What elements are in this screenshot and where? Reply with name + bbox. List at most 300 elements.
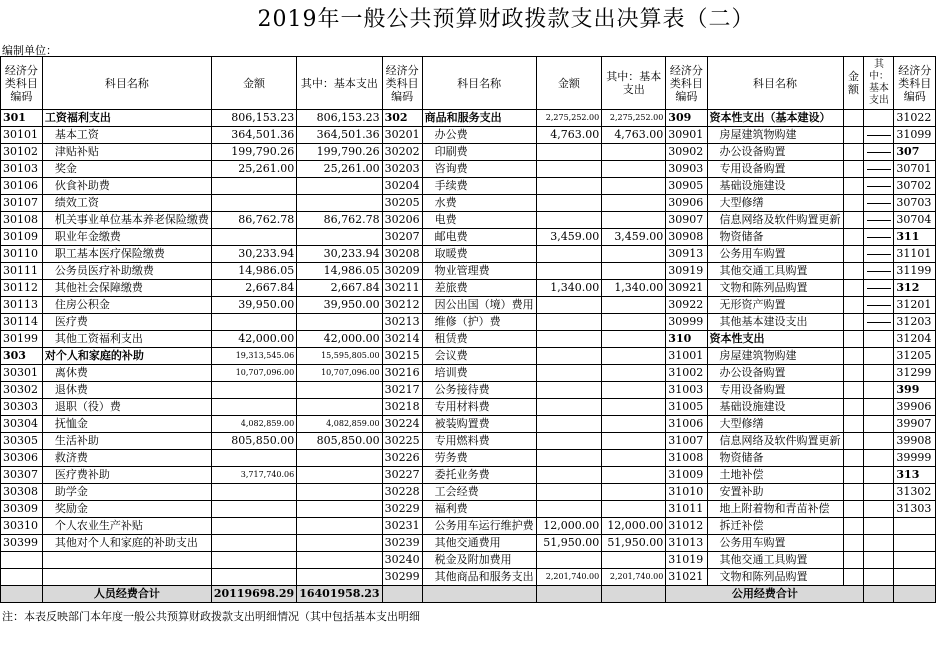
cell-amount [211, 484, 296, 501]
cell-name: 奖金 [42, 161, 211, 178]
cell-name: 职工基本医疗保险缴费 [42, 246, 211, 263]
cell-basic: 10,707,096.00 [297, 365, 382, 382]
dash-mark [867, 135, 891, 136]
cell-name: 机关事业单位基本养老保险缴费 [42, 212, 211, 229]
cell-name: 退休费 [42, 382, 211, 399]
cell-code: 31003 [666, 382, 707, 399]
cell-code: 30111 [1, 263, 43, 280]
cell-code: 30309 [1, 501, 43, 518]
cell-basic: 199,790.26 [297, 144, 382, 161]
cell-basic [864, 246, 894, 263]
cell-name: 奖励金 [42, 501, 211, 518]
dash-mark [867, 288, 891, 289]
cell-code: 30102 [1, 144, 43, 161]
cell-name: 地上附着物和青苗补偿 [707, 501, 843, 518]
cell-name: 工会经费 [422, 484, 536, 501]
cell-code: 30704 [894, 212, 936, 229]
cell-amount [536, 178, 602, 195]
cell-code: 30225 [382, 433, 422, 450]
cell-basic [297, 552, 382, 569]
cell-code: 31009 [666, 467, 707, 484]
cell-amount [536, 450, 602, 467]
cell-basic [602, 195, 666, 212]
cell-name: 大型修缮 [707, 416, 843, 433]
cell-basic [297, 178, 382, 195]
cell-amount [843, 365, 864, 382]
cell-code: 30214 [382, 331, 422, 348]
cell-name: 文物和陈列品购置 [707, 569, 843, 586]
cell-name: 其他商品和服务支出 [422, 569, 536, 586]
cell-code: 30203 [382, 161, 422, 178]
cell-amount: 3,717,740.06 [211, 467, 296, 484]
cell-code: 30112 [1, 280, 43, 297]
cell-code: 30922 [666, 297, 707, 314]
header-basic: 其中：基本支出 [297, 57, 382, 110]
cell-name: 信息网络及软件购置更新 [707, 433, 843, 450]
cell-basic [602, 450, 666, 467]
cell-name [42, 552, 211, 569]
cell-amount: 2,201,740.00 [536, 569, 602, 586]
table-row [1, 467, 936, 484]
table-row [1, 501, 936, 518]
cell-code: 31007 [666, 433, 707, 450]
cell-name: 公务用车运行维护费 [422, 518, 536, 535]
cell-basic [864, 416, 894, 433]
cell-code: 30231 [382, 518, 422, 535]
cell-basic [297, 518, 382, 535]
cell-amount [536, 212, 602, 229]
cell-basic [864, 484, 894, 501]
cell-amount [536, 399, 602, 416]
cell-code: 31012 [666, 518, 707, 535]
cell-amount [536, 144, 602, 161]
cell-name: 办公设备购置 [707, 365, 843, 382]
cell-code: 31005 [666, 399, 707, 416]
table-row [1, 212, 936, 229]
cell-name: 离休费 [42, 365, 211, 382]
cell-basic [297, 195, 382, 212]
cell-basic [297, 501, 382, 518]
cell-code: 30999 [666, 314, 707, 331]
cell-amount [843, 331, 864, 348]
cell-basic [602, 484, 666, 501]
table-row [1, 552, 936, 569]
cell-name: 退职（役）费 [42, 399, 211, 416]
cell-amount [536, 365, 602, 382]
expenditure-table [0, 56, 936, 603]
table-row [1, 144, 936, 161]
cell-amount [211, 382, 296, 399]
cell-basic [297, 535, 382, 552]
cell-name: 公务用车购置 [707, 535, 843, 552]
cell-name: 信息网络及软件购置更新 [707, 212, 843, 229]
cell-basic [297, 399, 382, 416]
personnel-total-basic: 16401958.23 [297, 586, 382, 603]
cell-amount [536, 314, 602, 331]
cell-basic [864, 314, 894, 331]
cell-amount: 86,762.78 [211, 212, 296, 229]
cell-name: 税金及附加费用 [422, 552, 536, 569]
cell-amount [536, 348, 602, 365]
cell-amount [536, 263, 602, 280]
cell-basic [864, 178, 894, 195]
cell-name: 大型修缮 [707, 195, 843, 212]
cell-code: 30103 [1, 161, 43, 178]
cell-basic [602, 246, 666, 263]
cell-name: 津贴补贴 [42, 144, 211, 161]
cell-amount [536, 467, 602, 484]
table-row [1, 484, 936, 501]
cell-name: 其他基本建设支出 [707, 314, 843, 331]
totals-row [1, 586, 936, 603]
cell-amount [843, 433, 864, 450]
cell-amount [843, 127, 864, 144]
cell-basic [864, 263, 894, 280]
cell-code: 30301 [1, 365, 43, 382]
table-row [1, 161, 936, 178]
cell-name: 劳务费 [422, 450, 536, 467]
cell-name: 其他对个人和家庭的补助支出 [42, 535, 211, 552]
cell-code: 312 [894, 280, 936, 297]
cell-basic: 2,275,252.00 [602, 110, 666, 127]
cell-code: 31204 [894, 331, 936, 348]
cell-code: 301 [1, 110, 43, 127]
cell-amount [211, 518, 296, 535]
cell-code: 31203 [894, 314, 936, 331]
table-row [1, 569, 936, 586]
cell-amount [843, 467, 864, 484]
cell-basic [602, 297, 666, 314]
cell-name: 因公出国（境）费用 [422, 297, 536, 314]
cell-basic: 15,595,805.00 [297, 348, 382, 365]
cell-name: 专用燃料费 [422, 433, 536, 450]
cell-code: 31303 [894, 501, 936, 518]
cell-code: 399 [894, 382, 936, 399]
cell-code: 30199 [1, 331, 43, 348]
cell-code: 30101 [1, 127, 43, 144]
cell-name: 其他交通费用 [422, 535, 536, 552]
cell-name: 资本性支出（基本建设） [707, 110, 843, 127]
cell-code: 30218 [382, 399, 422, 416]
cell-name: 基础设施建设 [707, 178, 843, 195]
cell-code: 30204 [382, 178, 422, 195]
cell-code: 30240 [382, 552, 422, 569]
cell-name: 商品和服务支出 [422, 110, 536, 127]
cell-name: 其他交通工具购置 [707, 263, 843, 280]
cell-name: 其他工资福利支出 [42, 331, 211, 348]
cell-code: 30304 [1, 416, 43, 433]
cell-basic [602, 433, 666, 450]
cell-code: 302 [382, 110, 422, 127]
cell-basic: 2,667.84 [297, 280, 382, 297]
cell-name: 绩效工资 [42, 195, 211, 212]
cell-code: 30201 [382, 127, 422, 144]
cell-amount [536, 161, 602, 178]
public-total-label: 公用经费合计 [666, 586, 864, 603]
cell-amount [843, 569, 864, 586]
table-row [1, 297, 936, 314]
cell-basic: 30,233.94 [297, 246, 382, 263]
cell-code: 303 [1, 348, 43, 365]
cell-amount [536, 331, 602, 348]
table-row [1, 178, 936, 195]
cell-code: 30919 [666, 263, 707, 280]
cell-basic: 2,201,740.00 [602, 569, 666, 586]
cell-code: 31008 [666, 450, 707, 467]
cell-basic [864, 569, 894, 586]
cell-amount [843, 212, 864, 229]
cell-name: 拆迁补偿 [707, 518, 843, 535]
cell-name: 培训费 [422, 365, 536, 382]
cell-basic [864, 229, 894, 246]
cell-amount: 39,950.00 [211, 297, 296, 314]
cell-code: 30216 [382, 365, 422, 382]
dash-mark [867, 186, 891, 187]
cell-code: 30302 [1, 382, 43, 399]
cell-code: 39999 [894, 450, 936, 467]
cell-basic: 1,340.00 [602, 280, 666, 297]
cell-code: 30907 [666, 212, 707, 229]
cell-name: 基础设施建设 [707, 399, 843, 416]
cell-code: 30921 [666, 280, 707, 297]
cell-amount: 3,459.00 [536, 229, 602, 246]
cell-name: 印刷费 [422, 144, 536, 161]
cell-amount [536, 382, 602, 399]
cell-name: 救济费 [42, 450, 211, 467]
cell-code: 30211 [382, 280, 422, 297]
cell-code: 31002 [666, 365, 707, 382]
cell-code: 30902 [666, 144, 707, 161]
cell-amount: 25,261.00 [211, 161, 296, 178]
cell-amount [211, 552, 296, 569]
table-row [1, 535, 936, 552]
cell-name: 专用设备购置 [707, 382, 843, 399]
cell-code: 30702 [894, 178, 936, 195]
cell-code: 39906 [894, 399, 936, 416]
dash-mark [867, 220, 891, 221]
cell-basic [864, 297, 894, 314]
cell-name: 手续费 [422, 178, 536, 195]
header-code: 经济分类科目编码 [666, 57, 707, 110]
cell-code [1, 552, 43, 569]
cell-code: 313 [894, 467, 936, 484]
cell-code: 30208 [382, 246, 422, 263]
cell-name: 物资储备 [707, 450, 843, 467]
table-row [1, 433, 936, 450]
cell-amount [536, 297, 602, 314]
cell-amount [843, 161, 864, 178]
header-basic: 其中：基本支出 [602, 57, 666, 110]
personnel-total-label: 人员经费合计 [42, 586, 211, 603]
cell-amount [536, 433, 602, 450]
cell-amount [211, 229, 296, 246]
cell-name: 维修（护）费 [422, 314, 536, 331]
cell-basic [602, 382, 666, 399]
cell-amount [843, 348, 864, 365]
cell-code: 30226 [382, 450, 422, 467]
cell-name: 房屋建筑物购建 [707, 127, 843, 144]
cell-name: 文物和陈列品购置 [707, 280, 843, 297]
cell-code: 30703 [894, 195, 936, 212]
cell-amount [843, 110, 864, 127]
cell-basic [602, 399, 666, 416]
cell-code: 31001 [666, 348, 707, 365]
cell-basic [864, 331, 894, 348]
cell-name: 公务接待费 [422, 382, 536, 399]
cell-basic [864, 161, 894, 178]
cell-amount: 2,667.84 [211, 280, 296, 297]
cell-code: 39907 [894, 416, 936, 433]
cell-basic [864, 467, 894, 484]
header-code: 经济分类科目编码 [382, 57, 422, 110]
cell-basic [602, 365, 666, 382]
cell-basic [602, 348, 666, 365]
table-row [1, 399, 936, 416]
cell-code: 307 [894, 144, 936, 161]
cell-code: 31010 [666, 484, 707, 501]
cell-name: 对个人和家庭的补助 [42, 348, 211, 365]
cell-basic [864, 501, 894, 518]
cell-amount [843, 263, 864, 280]
cell-name: 医疗费补助 [42, 467, 211, 484]
cell-code: 30206 [382, 212, 422, 229]
cell-name: 抚恤金 [42, 416, 211, 433]
header-name: 科目名称 [422, 57, 536, 110]
cell-basic [864, 518, 894, 535]
cell-amount [536, 416, 602, 433]
dash-mark [867, 152, 891, 153]
cell-code: 30205 [382, 195, 422, 212]
table-row [1, 246, 936, 263]
cell-amount [843, 229, 864, 246]
cell-name: 房屋建筑物购建 [707, 348, 843, 365]
cell-amount [843, 314, 864, 331]
cell-code: 31205 [894, 348, 936, 365]
cell-amount: 30,233.94 [211, 246, 296, 263]
header-amount: 金额 [211, 57, 296, 110]
cell-code: 311 [894, 229, 936, 246]
cell-name: 差旅费 [422, 280, 536, 297]
header-amount: 金额 [536, 57, 602, 110]
cell-basic: 39,950.00 [297, 297, 382, 314]
table-row [1, 314, 936, 331]
header-basic: 其中：基本支出 [864, 57, 894, 110]
cell-code: 31199 [894, 263, 936, 280]
cell-name: 工资福利支出 [42, 110, 211, 127]
table-row [1, 229, 936, 246]
cell-amount [843, 518, 864, 535]
cell-amount: 51,950.00 [536, 535, 602, 552]
cell-code: 30903 [666, 161, 707, 178]
cell-amount: 4,082,859.00 [211, 416, 296, 433]
cell-basic: 14,986.05 [297, 263, 382, 280]
cell-basic: 4,082,859.00 [297, 416, 382, 433]
cell-basic [602, 161, 666, 178]
cell-code: 31022 [894, 110, 936, 127]
cell-name: 物资储备 [707, 229, 843, 246]
cell-basic: 12,000.00 [602, 518, 666, 535]
cell-amount: 2,275,252.00 [536, 110, 602, 127]
cell-basic [864, 348, 894, 365]
cell-code: 30905 [666, 178, 707, 195]
cell-code [894, 552, 936, 569]
cell-basic [602, 331, 666, 348]
cell-amount: 199,790.26 [211, 144, 296, 161]
cell-basic: 42,000.00 [297, 331, 382, 348]
cell-basic [602, 178, 666, 195]
cell-basic [864, 382, 894, 399]
table-row [1, 518, 936, 535]
cell-name: 被装购置费 [422, 416, 536, 433]
cell-basic [864, 433, 894, 450]
table-row [1, 263, 936, 280]
cell-name [42, 569, 211, 586]
cell-amount [843, 144, 864, 161]
cell-name: 土地补偿 [707, 467, 843, 484]
cell-name: 委托业务费 [422, 467, 536, 484]
cell-amount [211, 399, 296, 416]
cell-amount [843, 297, 864, 314]
cell-amount [843, 535, 864, 552]
cell-code: 30202 [382, 144, 422, 161]
cell-name: 会议费 [422, 348, 536, 365]
cell-name: 取暖费 [422, 246, 536, 263]
cell-code: 31099 [894, 127, 936, 144]
cell-code: 30306 [1, 450, 43, 467]
cell-amount [536, 501, 602, 518]
cell-code: 30213 [382, 314, 422, 331]
cell-basic [602, 552, 666, 569]
cell-code: 30239 [382, 535, 422, 552]
cell-code: 30228 [382, 484, 422, 501]
cell-code: 30303 [1, 399, 43, 416]
cell-code: 31019 [666, 552, 707, 569]
cell-basic [864, 399, 894, 416]
cell-basic: 3,459.00 [602, 229, 666, 246]
cell-code: 30113 [1, 297, 43, 314]
cell-basic [297, 569, 382, 586]
table-row [1, 331, 936, 348]
cell-amount: 1,340.00 [536, 280, 602, 297]
cell-name: 办公设备购置 [707, 144, 843, 161]
cell-basic [864, 535, 894, 552]
cell-amount [843, 280, 864, 297]
cell-amount: 805,850.00 [211, 433, 296, 450]
cell-code [894, 518, 936, 535]
cell-basic [864, 127, 894, 144]
header-code: 经济分类科目编码 [894, 57, 936, 110]
table-row [1, 365, 936, 382]
cell-amount [843, 552, 864, 569]
cell-name: 基本工资 [42, 127, 211, 144]
cell-name: 其他交通工具购置 [707, 552, 843, 569]
unit-label: 编制单位： [2, 44, 57, 57]
cell-amount [843, 178, 864, 195]
cell-code: 31006 [666, 416, 707, 433]
table-row [1, 348, 936, 365]
cell-name: 资本性支出 [707, 331, 843, 348]
cell-amount [843, 382, 864, 399]
cell-amount [843, 450, 864, 467]
cell-basic [602, 416, 666, 433]
cell-basic [297, 467, 382, 484]
cell-code: 30215 [382, 348, 422, 365]
cell-name: 个人农业生产补贴 [42, 518, 211, 535]
cell-code: 30109 [1, 229, 43, 246]
header-code: 经济分类科目编码 [1, 57, 43, 110]
cell-amount [211, 314, 296, 331]
cell-code: 31302 [894, 484, 936, 501]
